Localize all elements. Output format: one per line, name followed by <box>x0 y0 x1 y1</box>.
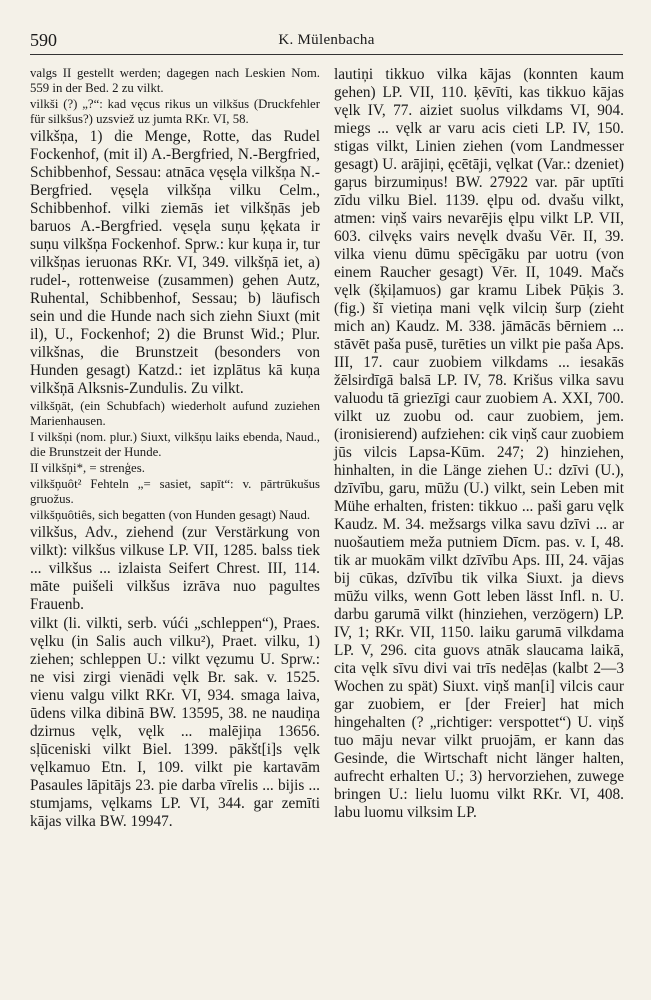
dictionary-entry: I vilkšņi (nom. plur.) Siuxt, vilkšņu laiks ebenda, Naud., die Brunstzeit der Hunde. <box>30 430 320 459</box>
dictionary-entry: vilkši (?) „?“: kad vęcus rikus un vilkšus (Druckfehler für silkšus?) uzsviež uz jumta RKr. VI, 58. <box>30 97 320 126</box>
dictionary-entry: vilkšus, Adv., ziehend (zur Verstärkung von vilkt): vilkšus vilkuse LP. VII, 1285. balss tiek ... vilkšus ... izlaista Seifert Chrest. III, 114. māte puišeli vilkšus izrāva nuo pagultes Frauenb. <box>30 524 320 613</box>
dictionary-entry: vilkšņa, 1) die Menge, Rotte, das Rudel Fockenhof, (mit il) A.-Bergfried, N.-Bergfried, Schibbenhof, Sessau: atnāca vęsęla vilkšņa N.-Bergfried. vęsęla vilkšņa vilku Celm., Schibbenhof. vilki ziemās iet vilkšņās jeb baruos A.-Bergfried. vęsęla suņu ķękata ir suņu vilkšņa Fockenhof. Sprw.: kur kuņa ir, tur vilkšņas ieruonas RKr. VI, 349. vilkšņā iet, a) rudel-, rottenweise (zusammen) gehen Autz, Ruhental, Schibbenhof, Sessau; b) läufisch sein und die Hunde nach sich ziehn Siuxt (mit il), U., Fockenhof; 2) die Brunst Wid.; Plur. vilkšnas, die Brunstzeit (besonders von Hunden gesagt) Katzd.: iet izplātus kā kuņa vilkšņā Alksnis-Zundulis. Zu vilkt. <box>30 128 320 397</box>
right-column <box>334 66 624 823</box>
dictionary-entry: valgs II gestellt werden; dagegen nach Leskien Nom. 559 in der Bed. 2 zu vilkt. <box>30 66 320 95</box>
dictionary-entry: vilkšņuôt² Fehteln „= sasiet, sapīt“: v. pārtrūkušus gruožus. <box>30 477 320 506</box>
left-column <box>30 66 320 832</box>
page-number: 590 <box>30 30 57 50</box>
dictionary-entry: II vilkšņi*, = strenģes. <box>30 461 145 475</box>
page-header <box>30 30 623 56</box>
dictionary-entry: vilkt (li. vilkti, serb. vúći „schleppen“), Praes. vęlku (in Salis auch vilku²), Praet. vilku, 1) ziehen; schleppen U.: vilkt vęzumu U. Sprw.: ne visi zirgi vienādi vęlk Br. sak. v. 1525. vienu valgu vilkt RKr. VI, 934. smaga laiva, ūdens vilka dibinā BW. 13595, 38. ne naudiņa dzirnus vęlk, vęlk ... malējiņa 13656. sļūceniski vilkt Biel. 1399. pākšt[i]s vęlk vęlkamuo Etn. I, 109. vilkt pie kartavām Pasaules lāpitājs 23. pie darba vīrelis ... bijis ... stumjams, vęlkams LP. VI, 344. gar zemīti kājas vilka BW. 19947. <box>30 615 320 830</box>
dictionary-entry: vilkšņāt, (ein Schubfach) wiederholt aufund zuziehen Marienhausen. <box>30 399 320 428</box>
dictionary-entry: vilkšņuôtiês, sich begatten (von Hunden gesagt) Naud. <box>30 508 311 522</box>
header-rule <box>30 54 623 55</box>
dictionary-entry: lautiņi tikkuo vilka kājas (konnten kaum gehen) LP. VII, 110. ķēvīti, kas tikkuo kājas vęlk IV, 77. aiziet suolus vilkdams VI, 904. miegs ... vęlk ar varu acis cieti LP. IV, 150. stigas vilkt, Linien ziehen (vom Landmesser gesagt) U. arājiņi, ęcētāji, vęlkat (Var.: dzeniet) gaŗus birzumiņus! BW. 27922 var. pār uptīti zīdu vilku Biel. 1139. ęlpu od. dvašu vilkt, atmen: viņš vairs nevarējis ęlpu vilkt LP. VII, 603. cilvęks vairs nevęlk dvašu Vēr. II, 39. vilka vienu dūmu spēcīgāku par uotru (von einem Raucher gesagt) Vēr. II, 1049. Mačs vęlk (šķiļamuos) gar kramu Libek Pūķis 3. (fig.) šī vietiņa mani vęlk vilciņ šurp (zieht mich an) Kaudz. M. 338. jāmācās bērniem ... stāvēt paša pusē, turēties un vilkt pie paša Aps. III, 17. caur zuobiem vilkdams ... iesakās žēlsirdīgā balsā LP. IV, 78. Krišus vilka savu valuodu tā griezīgi caur zuobiem A. XXI, 700. vilkt uz zuobu od. caur zuobiem, jem. (ironisierend) aufziehen: cik viņš caur zuobiem jūs vilcis Lapsa-Kūm. 247; 2) hinziehen, hinhalten, in die Länge ziehen U.: dzīvi (U.), dzīvību, garu, mūžu (U.) vilkt, sein Leben mit Mühe erhalten, fristen: tikkuo ... paši garu vęlk Kaudz. M. 34. mežsargs vilka savu dzīvi ... ar nuošautiem meža putniem Dīcm. pas. v. I, 48. tik ar muokām vilkt dzīvību Aps. III, 24. vājas bij cūkas, dzīvību tik vilka Siuxt. ja dievs mūžu vilks, wenn Gott leben lässt Infl. n. U. darbu garumā vilkt (hinziehen, verzögern) LP. IV, 1; RKr. VII, 1150. laiku garumā vilkdama LP. V, 296. cita guovs atnāk slaucama laikā, cita vęlk sīvu divi vai trīs nedēļas (kalbt 2—3 Wochen zu spät) Siuxt. viņš man[i] vilcis caur gar zuobiem, er [der Freier] hat mich hingehalten (? „richtiger: verspottet“) U. viņš tuo māju nevar vilkt pruojām, er kann das Gesinde, die Wirtschaft nicht länger halten, aufrecht erhalten U.; 3) hervorziehen, zuwege bringen U.: lielu luomu vilkt RKr. VI, 408. labu luomu vilksim LP. <box>334 66 624 821</box>
running-head: K. Mülenbacha <box>278 32 375 48</box>
